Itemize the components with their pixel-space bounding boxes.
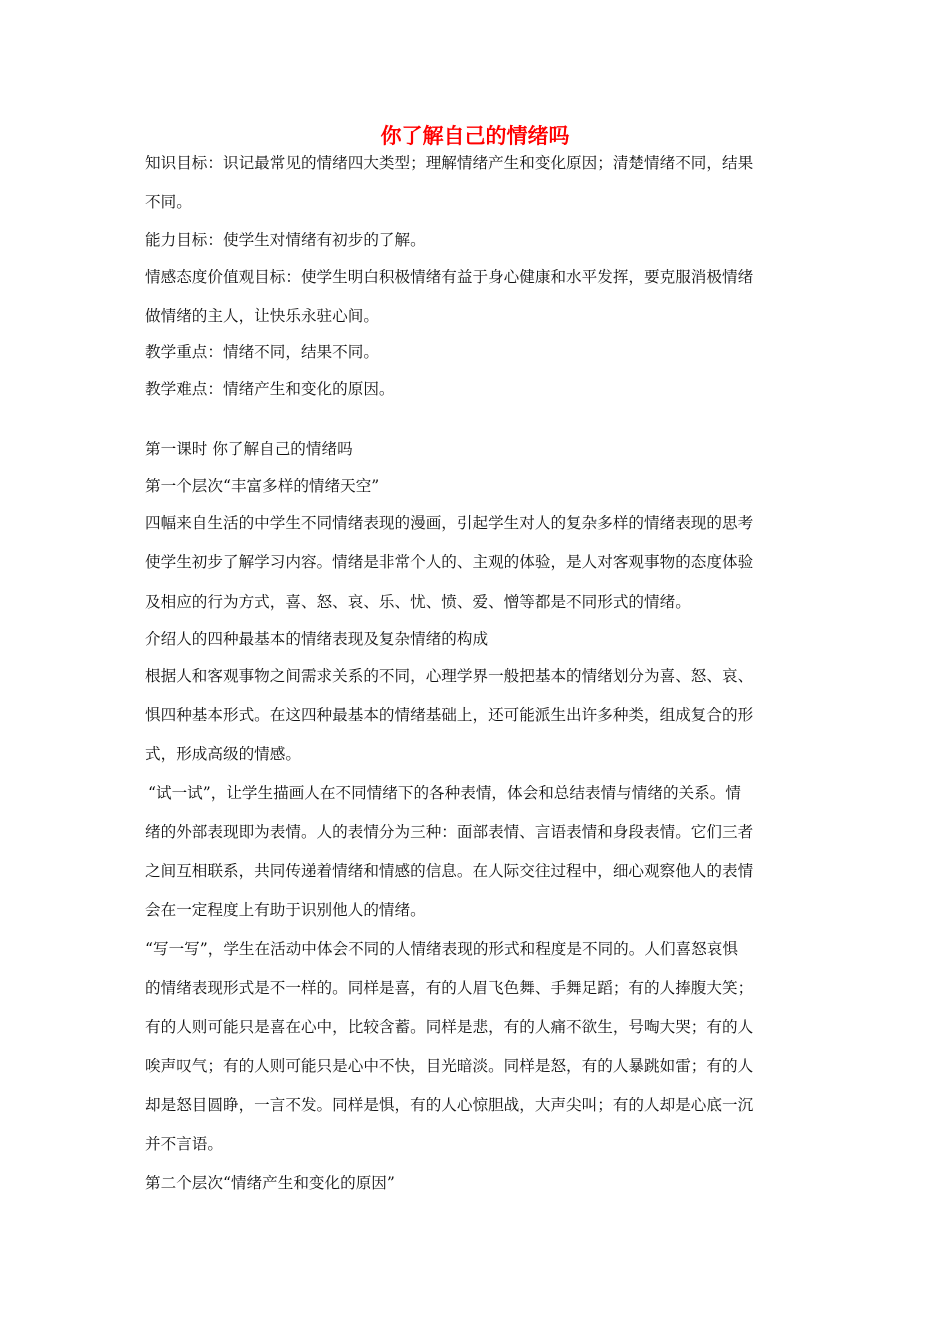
paragraph-2-line-3: 式，形成高级的情感。 bbox=[145, 745, 301, 763]
objective-ability: 能力目标：使学生对情绪有初步的了解。 bbox=[145, 231, 426, 249]
paragraph-4-line-5: 却是怒目圆睁，一言不发。同样是惧，有的人心惊胆战，大声尖叫；有的人却是心底一沉 bbox=[145, 1096, 754, 1114]
paragraph-4-line-6: 并不言语。 bbox=[145, 1135, 223, 1153]
objective-attitude-line-1: 情感态度价值观目标：使学生明白积极情绪有益于身心健康和水平发挥，要克服消极情绪 bbox=[145, 268, 754, 286]
objective-knowledge-line-1: 知识目标：识记最常见的情绪四大类型；理解情绪产生和变化原因；清楚情绪不同，结果 bbox=[145, 154, 754, 172]
objective-knowledge-line-2: 不同。 bbox=[145, 193, 192, 211]
paragraph-3-line-2: 绪的外部表现即为表情。人的表情分为三种：面部表情、言语表情和身段表情。它们三者 bbox=[145, 823, 754, 841]
paragraph-2-line-1: 根据人和客观事物之间需求关系的不同，心理学界一般把基本的情绪划分为喜、怒、哀、 bbox=[145, 667, 754, 685]
paragraph-3-line-3: 之间互相联系，共同传递着情绪和情感的信息。在人际交往过程中，细心观察他人的表情 bbox=[145, 862, 754, 880]
section-one-heading: 第一个层次“丰富多样的情绪天空” bbox=[145, 477, 380, 495]
lesson-heading: 第一课时 你了解自己的情绪吗 bbox=[145, 440, 353, 458]
paragraph-4-line-3: 有的人则可能只是喜在心中，比较含蓄。同样是悲，有的人痛不欲生，号啕大哭；有的人 bbox=[145, 1018, 754, 1036]
section-two-heading: 第二个层次“情绪产生和变化的原因” bbox=[145, 1174, 395, 1192]
teaching-focus: 教学重点：情绪不同，结果不同。 bbox=[145, 343, 379, 361]
paragraph-4-line-2: 的情绪表现形式是不一样的。同样是喜，有的人眉飞色舞、手舞足蹈；有的人捧腹大笑； bbox=[145, 979, 754, 997]
paragraph-4-line-1: “写一写”，学生在活动中体会不同的人情绪表现的形式和程度是不同的。人们喜怒哀惧 bbox=[145, 940, 738, 958]
paragraph-2-line-2: 惧四种基本形式。在这四种最基本的情绪基础上，还可能派生出许多种类，组成复合的形 bbox=[145, 706, 754, 724]
paragraph-1-line-2: 使学生初步了解学习内容。情绪是非常个人的、主观的体验，是人对客观事物的态度体验 bbox=[145, 553, 754, 571]
teaching-difficulty: 教学难点：情绪产生和变化的原因。 bbox=[145, 380, 395, 398]
objective-attitude-line-2: 做情绪的主人，让快乐永驻心间。 bbox=[145, 307, 379, 325]
paragraph-3-line-1: “试一试”，让学生描画人在不同情绪下的各种表情，体会和总结表情与情绪的关系。情 bbox=[148, 784, 741, 802]
paragraph-3-line-4: 会在一定程度上有助于识别他人的情绪。 bbox=[145, 901, 426, 919]
paragraph-1-line-1: 四幅来自生活的中学生不同情绪表现的漫画，引起学生对人的复杂多样的情绪表现的思考 bbox=[145, 514, 754, 532]
subsection-heading: 介绍人的四种最基本的情绪表现及复杂情绪的构成 bbox=[145, 630, 489, 648]
paragraph-4-line-4: 唉声叹气；有的人则可能只是心中不快，目光暗淡。同样是怒，有的人暴跳如雷；有的人 bbox=[145, 1057, 754, 1075]
paragraph-1-line-3: 及相应的行为方式，喜、怒、哀、乐、忧、愤、爱、憎等都是不同形式的情绪。 bbox=[145, 593, 691, 611]
document-title: 你了解自己的情绪吗 bbox=[380, 124, 570, 148]
